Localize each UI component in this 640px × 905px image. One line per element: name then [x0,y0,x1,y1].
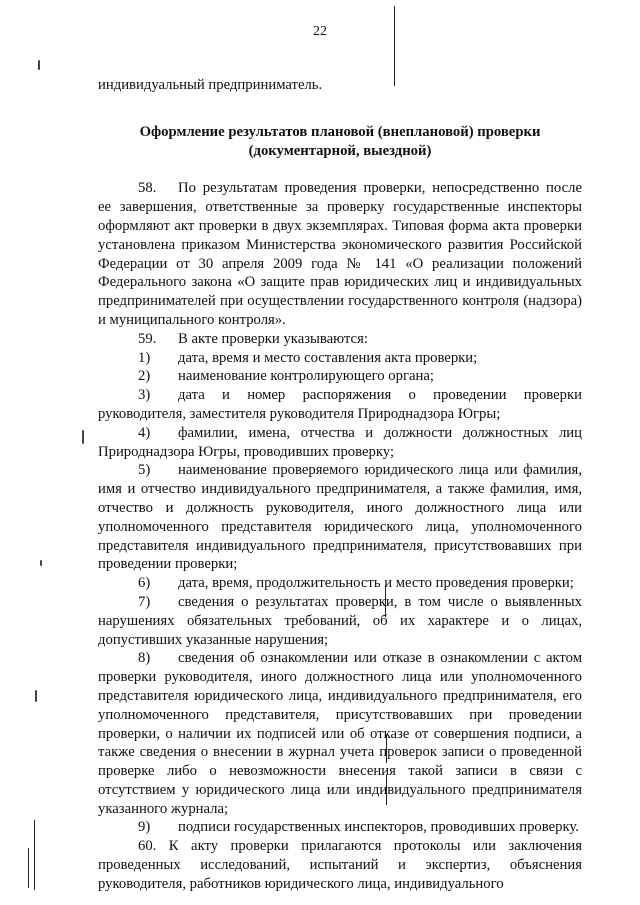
list-item-1 [98,349,582,368]
list-item-7 [98,593,582,649]
list-item-number: 7) [138,593,151,610]
paragraph-number: 59. [138,330,157,347]
heading-line-2: (документарной, выездной) [248,142,432,159]
list-item-text: дата, время, продолжительность и место проведения проверки; [178,575,574,592]
list-item-text: наименование проверяемого юридического лица или фамилия, имя и отчество индивидуального предпринимателя, а также фамилия, имя, отчество и должность руководителя, иного должностного лица или уполномоченного представителя юридического лица, уполномоченного представителя индивидуального предпринимателя, присутствовавших при проведении проверки; [98,462,582,573]
scan-artifact-dot [38,60,40,70]
list-item-text: дата и номер распоряжения о проведении проверки руководителя, заместителя руководителя Природнадзора Югры; [98,387,582,422]
scan-artifact-line [34,820,35,890]
list-item-number: 8) [138,650,151,667]
list-item-text: сведения об ознакомлении или отказе в ознакомлении с актом проверки руководителя, иного должностного лица или уполномоченного представителя юридического лица, индивидуального предпринимателя, его уполномоченного представителя, присутствовавших при проведении проверки, о наличии их подписей или об отказе от совершения подписи, а также сведения о внесении в журнал учета проверок записи о проведенной проверке либо о невозможности внесения такой записи в связи с отсутствием у юридического лица или индивидуального предпринимателя указанного журнала; [98,650,582,817]
list-item-number: 1) [138,349,151,366]
scan-artifact-line [28,848,29,888]
list-item-5 [98,461,582,574]
list-item-text: дата, время и место составления акта проверки; [178,349,478,366]
scan-artifact-line [394,6,395,86]
paragraph-60 [98,837,582,893]
list-item-8 [98,649,582,818]
list-item-9 [98,818,582,837]
list-item-6 [98,574,582,593]
paragraph-58 [98,179,582,329]
list-item-text: сведения о результатах проверки, в том числе о выявленных нарушениях обязательных требований, об их характере и о лицах, допустивших указанные нарушения; [98,593,582,648]
paragraph-text: По результатам проведения проверки, непосредственно после ее завершения, ответственные за проверку государственные инспекторы оформляют акт проверки в двух экземплярах. Типовая форма акта проверки установлена приказом Министерства экономического развития Российской Федерации от 30 апреля 2009 года № 141 «О реализации положений Федерального закона «О защите прав юридических лиц и индивидуальных предпринимателей при осуществлении государственного контроля (надзора) и муниципального контроля». [98,180,582,328]
scan-artifact-dot [35,690,37,702]
scan-artifact-dot [40,560,42,566]
list-item-number: 5) [138,462,151,479]
carry-over-line: индивидуальный предприниматель. [98,77,323,93]
document-body [98,76,582,894]
paragraph-59 [98,330,582,349]
list-item-4 [98,424,582,462]
list-item-number: 6) [138,575,151,592]
page-number: 22 [313,24,327,39]
scan-artifact-dot [82,430,84,444]
list-item-number: 9) [138,819,151,836]
heading-line-1: Оформление результатов плановой (внеплановой) проверки [139,123,541,140]
list-item-text: наименование контролирующего органа; [178,368,434,385]
list-item-number: 4) [138,424,151,441]
list-item-2 [98,367,582,386]
paragraph-text: В акте проверки указываются: [178,330,368,347]
list-item-3 [98,386,582,424]
list-item-text: фамилии, имена, отчества и должности должностных лиц Природнадзора Югры, проводивших проверку; [98,424,582,460]
paragraph-number: 58. [138,180,157,197]
list-item-text: подписи государственных инспекторов, проводивших проверку. [178,819,579,836]
section-heading [98,123,582,161]
list-item-number: 2) [138,368,151,385]
list-item-number: 3) [138,387,151,404]
paragraph-text: 60. К акту проверки прилагаются протоколы или заключения проведенных исследований, испытаний и экспертиз, объяснения руководителя, работников юридического лица, индивидуального [98,838,582,892]
